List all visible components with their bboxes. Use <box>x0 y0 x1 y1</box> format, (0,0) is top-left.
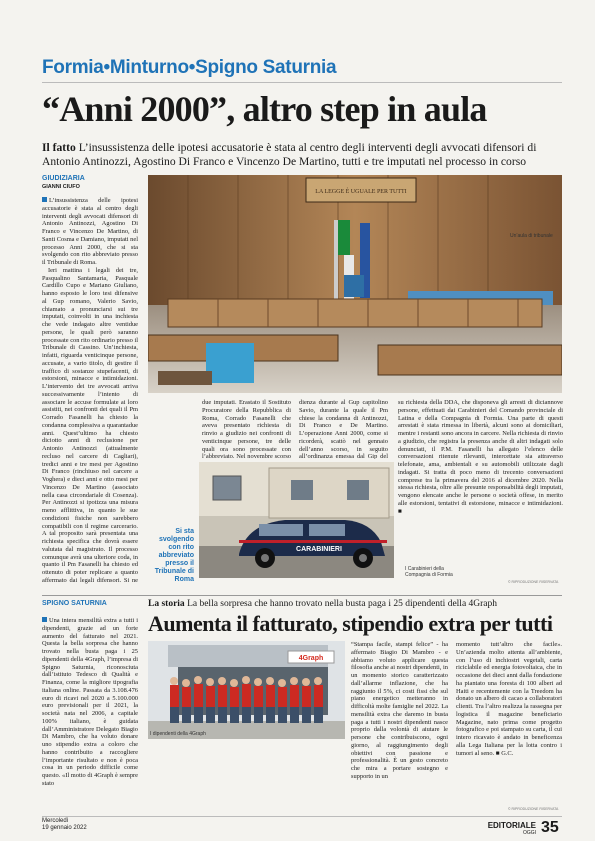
courtroom-photo <box>148 175 562 393</box>
start-marker-icon <box>42 617 47 622</box>
footer-date-text: 19 gennaio 2022 <box>42 825 87 831</box>
photo3-caption: I dipendenti della 4Graph <box>150 731 206 737</box>
section-divider <box>42 595 562 596</box>
deck-lead: Il fatto <box>42 141 76 154</box>
pull-quote: Si sta svolgendo con rito abbreviato presso il Tribunale di Roma <box>154 528 194 583</box>
article-deck <box>42 141 562 169</box>
photo2-caption: I Carabinieri della Compagnia di Formia <box>405 566 453 578</box>
carabinieri-photo <box>199 462 394 578</box>
start-marker-icon <box>42 197 47 202</box>
article1-column-1 <box>42 197 138 584</box>
article2-column-2: “Stampa facile, stampi felice” - ha affermato Biagio Di Mambro - e abbiamo voluto applicare questa filosofia anche ai nostri dipendenti, in un momento storico caratterizzato dall’allarme inflazione, che ha raggiunto il 5%, ci costi fissi che sul piano energetico metteranno in difficoltà molte famiglie nel 2022. La mensilità extra che daremo in busta paga a tutti i nostri dipendenti nasce proprio dalla volontà di aiutare le persone che contribuiscono, ogni giorno, al raggiungimento degli obiettivi con passione e professionalità. È un gesto concreto che mira a portare sostegno e supporto in un <box>351 641 448 780</box>
deck-text: L’insussistenza delle ipotesi accusatorie è stata al centro degli interventi degli avvocati difensori di Antonio Antinozzi, Agostino Di Franco e Vincenzo De Martino, tutti e tre imputati nel processo in corso <box>42 141 537 168</box>
footer-divider <box>42 816 562 817</box>
location-kicker: Formia•Minturno•Spigno Saturnia <box>42 57 337 78</box>
article2-column-1: Una intera mensilità extra a tutti i dipendenti, grazie ad un forte aumento del fatturato nel 2021. Questa la bella sorpresa che hanno trovato nella busta paga i 25 dipendenti della 4Graph, l’impresa di Spigno Saturnia, riconosciuta dall’istituto Tedesco di Qualità e Finanza, come la migliore tipografia italiana online. Passata da 3.108.476 euro di ricavi nel 2020 a 5.100.000 euro previsionali per il 2021, la società nata nel 2006, a capitale 100% italiano, è guidata dall’Amministratore Delegato Biagio Di Mambro, che ha voluto donare uno stipendio extra a coloro che hanno contribuito a raccogliere l’importante risultato e non è poca cosa in un periodo difficile come questo. «Il motto di 4Graph è sempre stato <box>42 617 138 787</box>
car-label: CARABINIERI <box>296 546 342 553</box>
footer-day: Mercoledì <box>42 818 69 824</box>
company-sign: 4Graph <box>298 655 324 662</box>
footer-date <box>42 818 87 832</box>
svg-text:LA LEGGE È UGUALE PER TUTTI: LA LEGGE È UGUALE PER TUTTI <box>315 189 407 195</box>
section-label-2: SPIGNO SATURNIA <box>42 600 107 607</box>
copyright-credit: © RIPRODUZIONE RISERVATA <box>508 580 559 584</box>
brand-sub: OGGI <box>522 830 536 836</box>
article1-column-2: due imputati. Erastato il Sostituto Procuratore della Repubblica di Roma, Corrado Fasanelli che aveva presentato richiesta di rinvio a giudizio nei confronti di venticinque persone, tre delle quali ora sono processate con l’abbreviato. Nel novembre scorso <box>202 399 291 459</box>
byline: GIANNI CIUFO <box>42 184 80 190</box>
story-kicker: La storia La bella sorpresa che hanno trovato nella busta paga i 25 dipendenti della 4Graph <box>148 599 498 609</box>
header-divider <box>42 82 562 83</box>
page-number: 35 <box>541 819 559 836</box>
article2-headline: Aumenta il fatturato, stipendio extra per tutti <box>148 611 553 636</box>
article1-column-4: su richiesta della DDA, che disponeva gli arresti di diciannove persone, effettuati dai Carabinieri del Comando provinciale di Latina e della Compagnia di Formia. Una parte di questi arrestati è stata rimessa in libertà, alcuni sono ai domiciliari, mentre i restanti sono ancora in carcere. Nella richiesta di rinvio a giudizio, che registra la presenza anche di altri indagati solo denunciati, il P.M. Fasanelli ha allegato l’elenco delle conversazioni ritenute rilevanti, intercettate sia attraverso telefonate, ama, ambientali e su automobili utilizzate dagli indagati. Si tratta di poco meno di trecento conversazioni comprese tra la primavera del 2016 al dicembre 2020. Nella stessa richiesta, oltre alle presunte responsabilità degli imputati, vengono elencate anche le persone o società offese, in merito alle estorsioni, tentativi di estorsione, minacce e intimidazioni. ■ <box>398 399 563 515</box>
article1-paragraph: Ieri mattina i legali dei tre, Pasqualino Santamaria, Pasquale Cardillo Cupo e Mariano Giuliano, hanno esposto le loro tesi difensive al Gup romano, Valerio Savio, chiamato a pronunciarsi sui tre imputati, coinvolti in una inchiesta che vede indagato altre ventidue persone, le quali però saranno processate con rito ordinario presso il Tribunale di Cassino. Un’inchiesta, infatti, riguarda venticinque persone, accusate, a vario titolo, di gestire il traffico di sostanze stupefacenti, di estorsioni, minacce e intimidazioni. L’intervento dei tre avvocati arriva successivamente l’intento di associare le accuse formulate ai loro assistiti, nei confronti dei quali il Pm Corrado Fasanelli ha chiesto la condanna complessiva a quarantadue anni. Quest’ultimo ha chiesto diciotto anni di reclusione per Antonio Antinozzi (attualmente recluso nel carcere di Cagliari), tredici anni e tre mesi per Agostino Di Franco (rinchiuso nel carcere a Voghera) e dieci anni e otto mesi per Vincenzo De Martino (associato nella casa circondariale di Cosenza). Per Antinozzi si ipotizza una misura meno afflittiva, in quanto le sue condizioni fisiche non sarebbero compatibili con il regime carcerario. A tal proposito sarà presentata una richiesta specifica che dovrà essere valutata dal magistrato. Il processo comunque avrà una ulteriore coda, in quanto il Pm Fasanelli ha chiesto ed ottenuto di poter replicare a quanto affermato dai legali difensori. Si ne <box>42 266 138 584</box>
article2-column-3: momento tutt’altro che facile». Un’azienda molto attenta all’ambiente, con l’uso di inchiostri vegetali, carta riciclabile ed energia fotovoltaica, che in occasione dei dieci anni dalla fondazione ha piantato una foresta di 100 alberi ad Haiti e recentemente con la Treedom ha donato un albero di cacao a collaboratori clienti. Tra l’altro realizza la rassegna per logistica il magazine beneficiario Magazine, nato prima come progetto fotografico e poi stampato su carta, il cui intero ricavato è andato in beneficenza alla Lega Italiana per la lotta contro i tumori al seno. ■ G.C. <box>456 641 562 757</box>
copyright-credit-2: © RIPRODUZIONE RISERVATA <box>508 807 559 811</box>
brand-logo <box>470 821 536 836</box>
photo1-caption: Un’aula di tribunale <box>510 233 553 239</box>
brand-name: EDITORIALE <box>487 821 536 830</box>
main-headline: “Anni 2000”, altro step in aula <box>42 89 487 129</box>
article1-column-3: dienza durante al Gup capitolino Savio, durante la quale il Pm chiese la condanna di Antinozzi, Di Franco e De Martino. L’operazione Anni 2000, come si ricorderà, scattò nel gennaio dell’anno scorso, in seguito all’ordinanza emessa dal Gip del <box>299 399 388 459</box>
section-label: GIUDIZIARIA <box>42 175 85 182</box>
article1-paragraph: L’insussistenza delle ipotesi accusatorie è stata al centro degli interventi degli avvocati difensori di Antonio Antinozzi, Agostino Di Franco e Vincenzo De Martino, di Santi Cosma e Damiano, imputati nel processo Anni 2000, che si sta svolgendo con rito abbreviato presso il Tribunale di Roma. <box>42 197 138 266</box>
employees-photo <box>148 641 345 739</box>
